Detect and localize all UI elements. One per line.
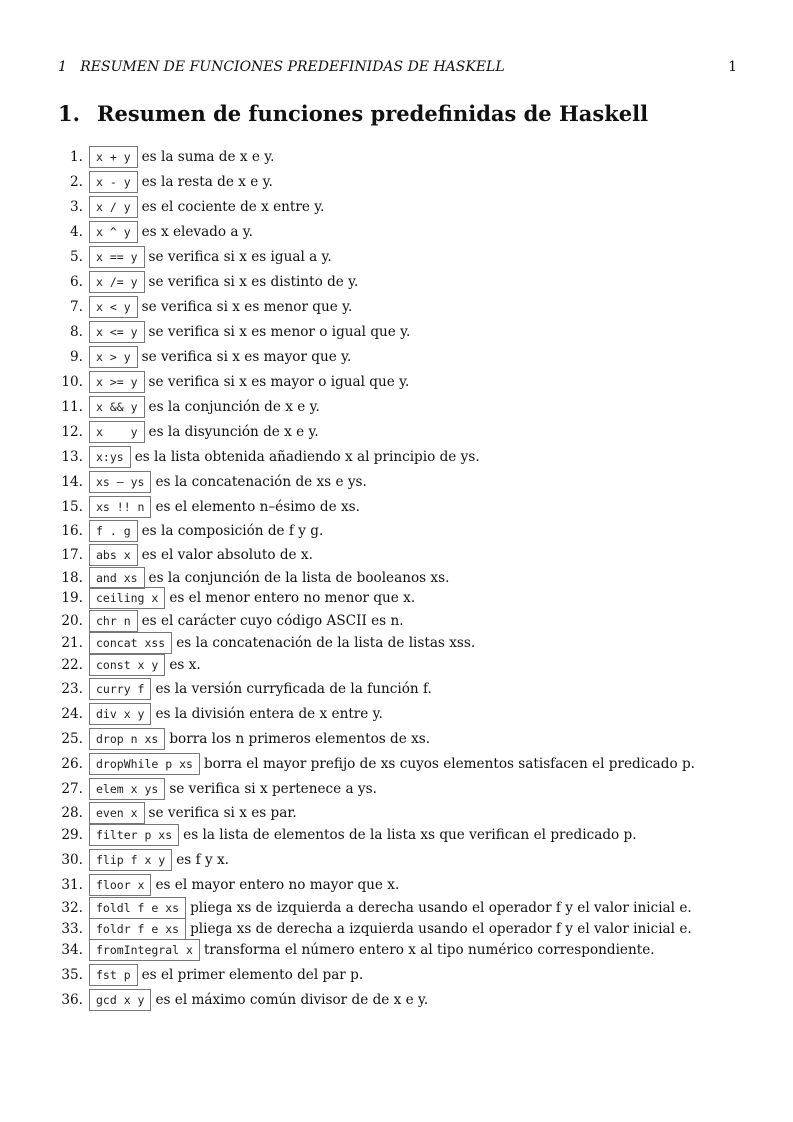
list-item xyxy=(0,220,253,244)
code-box: x && y xyxy=(89,396,145,418)
item-description: se verifica si x pertenece a ys. xyxy=(169,781,377,797)
list-item xyxy=(0,631,475,655)
item-number: 13. xyxy=(61,449,83,465)
item-description: se verifica si x es distinto de y. xyxy=(148,274,359,290)
code-box: x - y xyxy=(89,171,138,193)
list-item xyxy=(0,777,377,801)
list-item xyxy=(0,345,351,369)
item-number: 34. xyxy=(61,942,83,958)
code-box: const x y xyxy=(89,654,165,676)
list-item xyxy=(0,395,320,419)
code-box: fromIntegral x xyxy=(89,939,200,961)
code-box: fst p xyxy=(89,964,138,986)
code-box: chr n xyxy=(89,610,138,632)
page-number: 1 xyxy=(728,59,737,75)
item-description: se verifica si x es mayor o igual que y. xyxy=(148,374,410,390)
code-box: x:ys xyxy=(89,446,131,468)
item-number: 5. xyxy=(70,249,83,265)
code-box: x < y xyxy=(89,296,138,318)
list-item xyxy=(0,543,313,567)
item-number: 32. xyxy=(61,900,83,916)
code-box: even x xyxy=(89,802,145,824)
item-description: es la versión curryficada de la función f. xyxy=(155,681,432,697)
item-number: 15. xyxy=(61,499,83,515)
code-box: curry f xyxy=(89,678,151,700)
code-box: x <= y xyxy=(89,321,145,343)
item-number: 14. xyxy=(61,474,83,490)
item-description: es la disyunción de x e y. xyxy=(148,424,319,440)
list-item xyxy=(0,245,332,269)
list-item xyxy=(0,495,360,519)
list-item xyxy=(0,988,428,1012)
item-number: 20. xyxy=(61,613,83,629)
item-description: borra el mayor prefijo de xs cuyos elementos satisfacen el predicado p. xyxy=(203,756,695,772)
item-description: es el carácter cuyo código ASCII es n. xyxy=(141,613,404,629)
code-box: dropWhile p xs xyxy=(89,753,200,775)
list-item xyxy=(0,470,367,494)
list-item xyxy=(0,420,319,444)
code-box: ceiling x xyxy=(89,587,165,609)
list-item xyxy=(0,519,323,543)
code-box: flip f x y xyxy=(89,849,172,871)
code-box: foldl f e xs xyxy=(89,897,186,919)
item-number: 1. xyxy=(70,149,83,165)
item-description: es la división entera de x entre y. xyxy=(155,706,383,722)
item-description: es la composición de f y g. xyxy=(141,523,324,539)
item-number: 27. xyxy=(61,781,83,797)
list-item xyxy=(0,801,297,825)
list-item xyxy=(0,170,273,194)
item-description: es la conjunción de x e y. xyxy=(148,399,320,415)
item-description: se verifica si x es mayor que y. xyxy=(141,349,352,365)
item-number: 8. xyxy=(70,324,83,340)
list-item xyxy=(0,938,655,962)
item-number: 19. xyxy=(61,590,83,606)
list-item xyxy=(0,963,363,987)
code-box: xs — ys xyxy=(89,471,151,493)
item-description: es el menor entero no menor que x. xyxy=(169,590,416,606)
item-number: 3. xyxy=(70,199,83,215)
item-number: 23. xyxy=(61,681,83,697)
item-description: es f y x. xyxy=(176,852,229,868)
item-number: 33. xyxy=(61,921,83,937)
code-box: floor x xyxy=(89,874,151,896)
code-box: filter p xs xyxy=(89,824,179,846)
code-box: f . g xyxy=(89,520,138,542)
item-number: 4. xyxy=(70,224,83,240)
item-description: es la concatenación de la lista de listas xss. xyxy=(176,635,476,651)
code-box: drop n xs xyxy=(89,728,165,750)
list-item xyxy=(0,586,415,610)
item-number: 6. xyxy=(70,274,83,290)
code-box: x >= y xyxy=(89,371,145,393)
item-number: 21. xyxy=(61,635,83,651)
list-item xyxy=(0,653,201,677)
item-description: es la lista obtenida añadiendo x al principio de ys. xyxy=(134,449,480,465)
list-item xyxy=(0,195,324,219)
list-item xyxy=(0,848,229,872)
item-description: se verifica si x es igual a y. xyxy=(148,249,332,265)
list-item xyxy=(0,270,358,294)
item-number: 10. xyxy=(61,374,83,390)
code-box: abs x xyxy=(89,544,138,566)
list-item xyxy=(0,677,432,701)
list-item xyxy=(0,727,430,751)
item-number: 26. xyxy=(61,756,83,772)
item-description: es la suma de x e y. xyxy=(141,149,275,165)
item-number: 2. xyxy=(70,174,83,190)
item-number: 31. xyxy=(61,877,83,893)
item-number: 35. xyxy=(61,967,83,983)
item-number: 11. xyxy=(61,399,83,415)
item-description: es la resta de x e y. xyxy=(141,174,273,190)
item-number: 25. xyxy=(61,731,83,747)
item-number: 30. xyxy=(61,852,83,868)
item-description: pliega xs de derecha a izquierda usando el operador f y el valor inicial e. xyxy=(190,921,692,937)
code-box: x + y xyxy=(89,146,138,168)
item-description: es el elemento n–ésimo de xs. xyxy=(155,499,360,515)
item-description: pliega xs de izquierda a derecha usando el operador f y el valor inicial e. xyxy=(190,900,692,916)
code-box: and xs xyxy=(89,567,145,589)
item-description: es el máximo común divisor de de x e y. xyxy=(155,992,429,1008)
item-number: 12. xyxy=(61,424,83,440)
item-description: se verifica si x es menor o igual que y. xyxy=(148,324,411,340)
code-box: foldr f e xs xyxy=(89,918,186,940)
code-box: x / y xyxy=(89,196,138,218)
item-description: es x. xyxy=(169,657,201,673)
item-number: 28. xyxy=(61,805,83,821)
list-item xyxy=(0,320,410,344)
item-description: es la conjunción de la lista de booleanos xs. xyxy=(148,570,450,586)
item-description: es la lista de elementos de la lista xs que verifican el predicado p. xyxy=(183,827,637,843)
item-description: es el cociente de x entre y. xyxy=(141,199,325,215)
item-number: 7. xyxy=(70,299,83,315)
section-title: Resumen de funciones predefinidas de Haskell xyxy=(97,101,649,126)
item-description: se verifica si x es par. xyxy=(148,805,297,821)
item-number: 18. xyxy=(61,570,83,586)
list-item xyxy=(0,702,383,726)
item-description: es la concatenación de xs e ys. xyxy=(155,474,367,490)
item-number: 22. xyxy=(61,657,83,673)
code-box: concat xss xyxy=(89,632,172,654)
item-number: 17. xyxy=(61,547,83,563)
section-number: 1. xyxy=(58,101,80,126)
code-box: gcd x y xyxy=(89,989,151,1011)
list-item xyxy=(0,823,637,847)
code-box: x /= y xyxy=(89,271,145,293)
item-number: 29. xyxy=(61,827,83,843)
running-header xyxy=(58,59,737,75)
running-header-title: 1 RESUMEN DE FUNCIONES PREDEFINIDAS DE HASKELL xyxy=(58,59,505,75)
item-description: borra los n primeros elementos de xs. xyxy=(169,731,431,747)
item-description: es el valor absoluto de x. xyxy=(141,547,313,563)
code-box: x ^ y xyxy=(89,221,138,243)
item-number: 9. xyxy=(70,349,83,365)
code-box: x > y xyxy=(89,346,138,368)
list-item xyxy=(0,145,274,169)
list-item xyxy=(0,445,480,469)
item-description: se verifica si x es menor que y. xyxy=(141,299,353,315)
list-item xyxy=(0,370,409,394)
section-heading xyxy=(58,101,648,126)
item-description: es el primer elemento del par p. xyxy=(141,967,364,983)
item-number: 36. xyxy=(61,992,83,1008)
item-number: 16. xyxy=(61,523,83,539)
code-box: x y xyxy=(89,421,145,443)
item-description: es x elevado a y. xyxy=(141,224,254,240)
list-item xyxy=(0,873,399,897)
list-item xyxy=(0,752,695,776)
list-item xyxy=(0,295,352,319)
code-box: x == y xyxy=(89,246,145,268)
item-description: transforma el número entero x al tipo numérico correspondiente. xyxy=(203,942,655,958)
item-description: es el mayor entero no mayor que x. xyxy=(155,877,400,893)
item-number: 24. xyxy=(61,706,83,722)
code-box: elem x ys xyxy=(89,778,165,800)
list-item xyxy=(0,609,404,633)
code-box: div x y xyxy=(89,703,151,725)
code-box: xs !! n xyxy=(89,496,151,518)
